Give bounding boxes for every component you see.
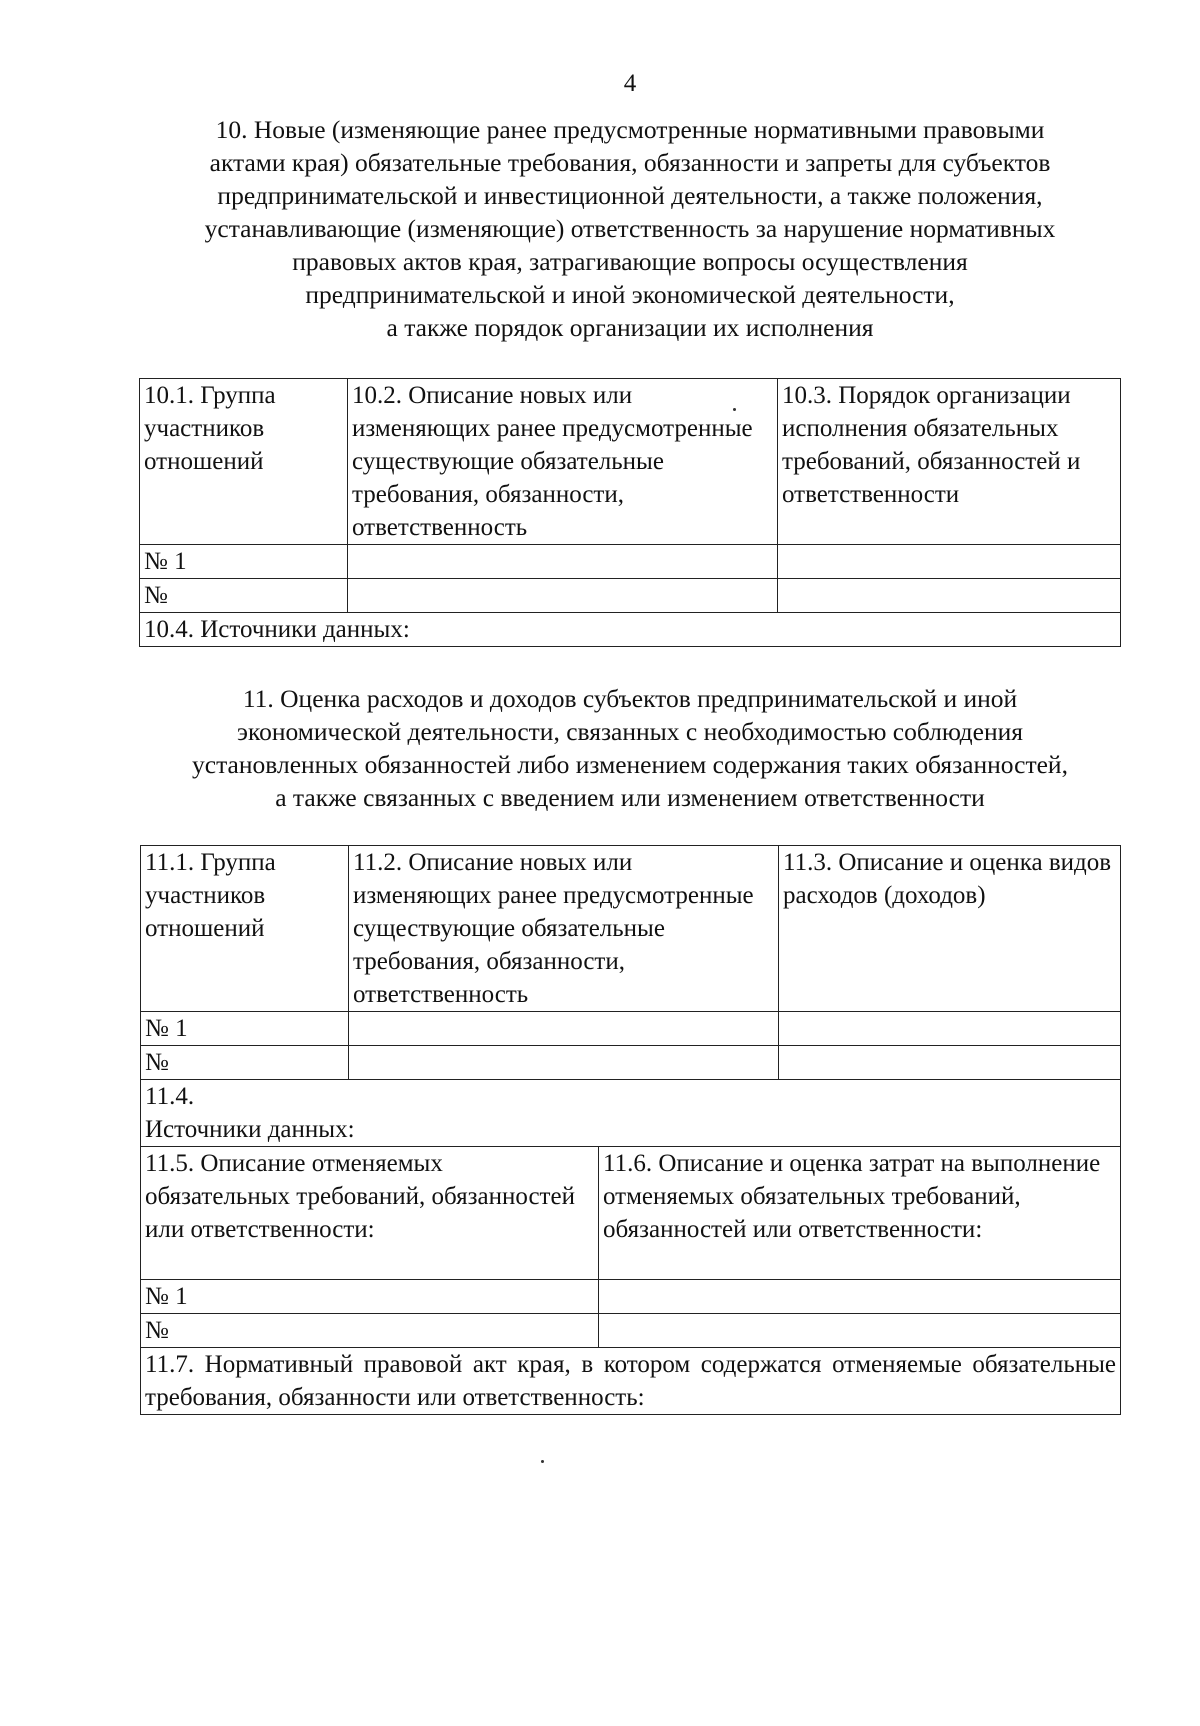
heading-line: установленных обязанностей либо изменением содержания таких обязанностей,: [192, 750, 1068, 779]
heading-line: предпринимательской и иной экономической деятельности,: [305, 280, 955, 309]
table-row: [141, 1012, 1121, 1046]
heading-line: правовых актов края, затрагивающие вопросы осуществления: [292, 247, 968, 276]
empty-cell: [779, 1046, 1121, 1080]
row-number: № 1: [140, 545, 348, 579]
table-row: [141, 1046, 1121, 1080]
header-participants: 10.1. Группа участников отношений: [140, 379, 348, 545]
heading-line: устанавливающие (изменяющие) ответственность за нарушение нормативных: [204, 214, 1056, 243]
header-execution-procedure: 10.3. Порядок организации исполнения обязательных требований, обязанностей и ответственности: [778, 379, 1121, 545]
table-row: [140, 545, 1121, 579]
row-number: № 1: [141, 1280, 599, 1314]
header-costs-description: 11.3. Описание и оценка видов расходов (доходов): [779, 846, 1121, 1012]
page-number: 4: [623, 70, 637, 97]
table-header-row: [140, 379, 1121, 545]
table-row: [141, 1280, 1121, 1314]
data-sources: [141, 1080, 1121, 1147]
table-header-row: [141, 846, 1121, 1012]
table-header-row: [141, 1147, 1121, 1280]
header-requirements-description: 10.2. Описание новых или изменяющих ранее предусмотренные существующие обязательные требования, обязанности, ответственность: [348, 379, 778, 545]
sources-row: [141, 1080, 1121, 1147]
section-11-cancelled-table: [140, 1146, 1121, 1415]
heading-line: 10. Новые (изменяющие ранее предусмотренные нормативными правовыми: [215, 115, 1045, 144]
heading-line: 11. Оценка расходов и доходов субъектов предпринимательской и иной: [242, 684, 1018, 713]
row-number: №: [140, 579, 348, 613]
row-number: №: [141, 1046, 349, 1080]
data-sources: 10.4. Источники данных:: [140, 613, 1121, 647]
header-cancelled-costs: 11.6. Описание и оценка затрат на выполнение отменяемых обязательных требований, обязанностей или ответственности:: [599, 1147, 1121, 1280]
section-10-table: [139, 378, 1121, 647]
table-row: [141, 1314, 1121, 1348]
row-number: №: [141, 1314, 599, 1348]
header-requirements-description: 11.2. Описание новых или изменяющих ранее предусмотренные существующие обязательные требования, обязанности, ответственность: [349, 846, 779, 1012]
row-number: № 1: [141, 1012, 349, 1046]
scan-speck: [541, 1460, 544, 1463]
heading-line: а также порядок организации их исполнения: [386, 313, 874, 342]
empty-cell: [348, 545, 778, 579]
table-row: [140, 579, 1121, 613]
empty-cell: [599, 1280, 1121, 1314]
scan-speck: [733, 408, 736, 411]
empty-cell: [349, 1012, 779, 1046]
sources-row: [140, 613, 1121, 647]
header-cancelled-requirements: 11.5. Описание отменяемых обязательных требований, обязанностей или ответственности:: [141, 1147, 599, 1280]
heading-line: предпринимательской и инвестиционной деятельности, а также положения,: [217, 181, 1043, 210]
data-sources-number: 11.4.: [145, 1083, 195, 1110]
empty-cell: [778, 579, 1121, 613]
heading-line: актами края) обязательные требования, обязанности и запреты для субъектов: [209, 148, 1051, 177]
empty-cell: [778, 545, 1121, 579]
section-11-heading: [120, 682, 1140, 814]
heading-line: экономической деятельности, связанных с необходимостью соблюдения: [237, 717, 1023, 746]
heading-line: а также связанных с введением или изменением ответственности: [275, 783, 985, 812]
empty-cell: [349, 1046, 779, 1080]
empty-cell: [348, 579, 778, 613]
header-participants: 11.1. Группа участников отношений: [141, 846, 349, 1012]
data-sources-label: Источники данных:: [145, 1116, 355, 1143]
regulatory-act: 11.7. Нормативный правовой акт края, в котором содержатся отменяемые обязательные требования, обязанности или ответственность:: [141, 1348, 1121, 1415]
section-11-table: [140, 845, 1121, 1147]
empty-cell: [779, 1012, 1121, 1046]
section-10-heading: [120, 113, 1140, 344]
empty-cell: [599, 1314, 1121, 1348]
act-row: [141, 1348, 1121, 1415]
